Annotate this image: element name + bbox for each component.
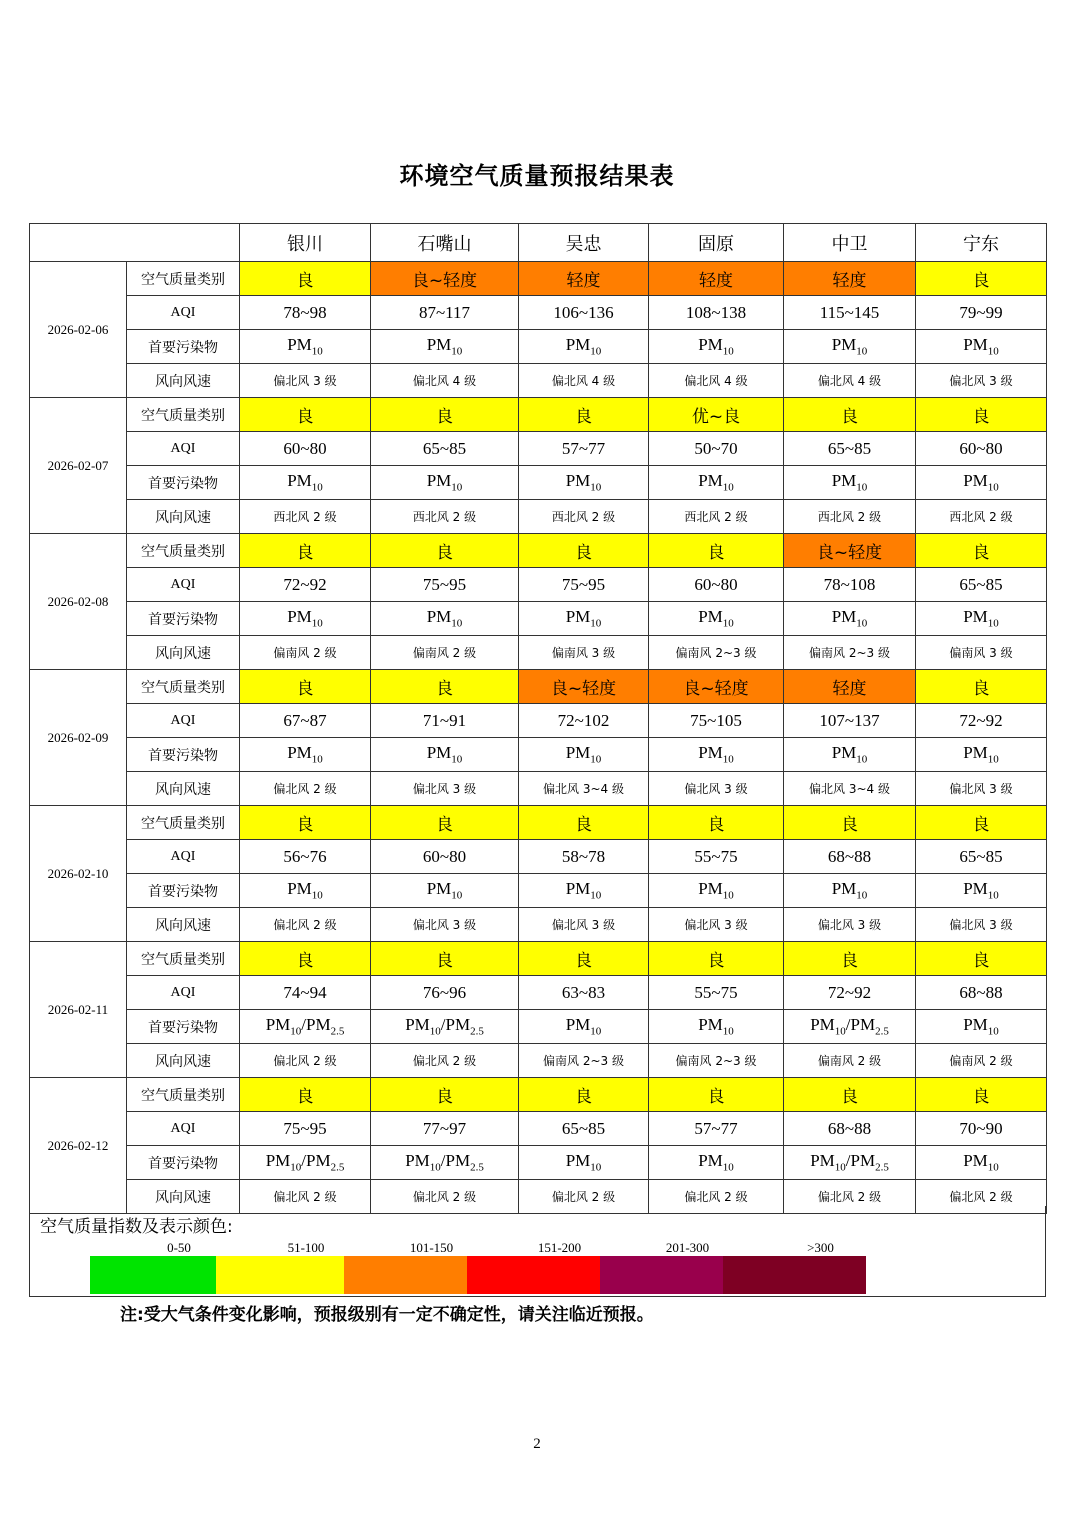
forecast-row-pollutant [30,1010,1047,1044]
row-label-aqi: AQI [127,296,240,330]
pollutant-cell: $PM_{10}$ [649,1010,784,1044]
forecast-row-wind [30,1044,1047,1078]
forecast-row-aqi [30,432,1047,466]
pollutant-cell: $PM_{10}$ [784,602,916,636]
forecast-row-aqi [30,704,1047,738]
legend-title: 空气质量指数及表示颜色: [40,1217,233,1237]
category-cell: 良 [649,942,784,976]
category-cell: 轻度 [784,262,916,296]
pollutant-cell: $PM_{10}$ [784,466,916,500]
aqi-cell: 56~76 [240,840,371,874]
row-label-aqi: AQI [127,432,240,466]
forecast-row-category [30,262,1047,296]
aqi-cell: 75~95 [240,1112,371,1146]
aqi-cell: 65~85 [916,568,1047,602]
pollutant-cell: $PM_{10}$ [519,602,649,636]
category-cell: 良 [649,534,784,568]
legend-range-label: 101-150 [409,1240,454,1255]
wind-cell: 偏北风 2 级 [240,772,371,806]
wind-cell: 偏南风 2~3 级 [649,1044,784,1078]
category-cell: 良 [240,806,371,840]
city-header: 吴忠 [519,224,649,262]
aqi-cell: 67~87 [240,704,371,738]
forecast-row-wind [30,908,1047,942]
category-cell: 轻度 [519,262,649,296]
wind-cell: 偏北风 3 级 [649,908,784,942]
aqi-cell: 71~91 [371,704,519,738]
forecast-row-pollutant [30,330,1047,364]
aqi-cell: 75~95 [371,568,519,602]
aqi-cell: 87~117 [371,296,519,330]
row-label-aqi: AQI [127,568,240,602]
category-cell: 良 [916,398,1047,432]
wind-cell: 偏北风 4 级 [784,364,916,398]
wind-cell: 偏北风 3 级 [916,772,1047,806]
row-label-wind: 风向风速 [127,908,240,942]
legend-range-label: 51-100 [287,1240,325,1255]
row-label-category: 空气质量类别 [127,670,240,704]
pollutant-cell: $PM_{10}$ [649,330,784,364]
city-header: 宁东 [916,224,1047,262]
aqi-cell: 108~138 [649,296,784,330]
aqi-cell: 60~80 [916,432,1047,466]
date-cell: 2026-02-06 [30,262,127,398]
wind-cell: 偏北风 3 级 [240,364,371,398]
aqi-cell: 107~137 [784,704,916,738]
forecast-note: 注:受大气条件变化影响，预报级别有一定不确定性，请关注临近预报。 [120,1305,654,1325]
aqi-cell: 78~98 [240,296,371,330]
aqi-cell: 65~85 [371,432,519,466]
aqi-cell: 55~75 [649,976,784,1010]
wind-cell: 偏北风 3 级 [519,908,649,942]
wind-cell: 偏北风 3 级 [371,772,519,806]
pollutant-cell: $PM_{10}/PM_{2.5}$ [240,1010,371,1044]
legend-color-swatch [344,1256,467,1294]
pollutant-cell: $PM_{10}/PM_{2.5}$ [784,1146,916,1180]
wind-cell: 偏南风 2 级 [371,636,519,670]
pollutant-cell: $PM_{10}/PM_{2.5}$ [784,1010,916,1044]
date-cell: 2026-02-10 [30,806,127,942]
aqi-cell: 79~99 [916,296,1047,330]
category-cell: 良 [519,534,649,568]
aqi-cell: 78~108 [784,568,916,602]
forecast-row-wind [30,364,1047,398]
row-label-wind: 风向风速 [127,636,240,670]
wind-cell: 西北风 2 级 [649,500,784,534]
category-cell: 良 [240,942,371,976]
category-cell: 良 [240,398,371,432]
wind-cell: 偏南风 2 级 [784,1044,916,1078]
aqi-cell: 72~92 [916,704,1047,738]
category-cell: 良 [371,534,519,568]
category-cell: 良 [519,942,649,976]
date-cell: 2026-02-12 [30,1078,127,1214]
category-cell: 良 [916,1078,1047,1112]
pollutant-cell: $PM_{10}$ [240,466,371,500]
row-label-pollutant: 首要污染物 [127,874,240,908]
pollutant-cell: $PM_{10}$ [519,466,649,500]
row-label-category: 空气质量类别 [127,398,240,432]
row-label-pollutant: 首要污染物 [127,1010,240,1044]
legend-range-label: 0-50 [167,1240,191,1255]
forecast-row-aqi [30,840,1047,874]
pollutant-cell: $PM_{10}$ [916,602,1047,636]
forecast-row-category [30,806,1047,840]
category-cell: 良 [649,806,784,840]
pollutant-cell: $PM_{10}$ [649,466,784,500]
aqi-cell: 65~85 [519,1112,649,1146]
aqi-cell: 60~80 [649,568,784,602]
pollutant-cell: $PM_{10}$ [519,1010,649,1044]
pollutant-cell: $PM_{10}$ [649,874,784,908]
city-header: 固原 [649,224,784,262]
wind-cell: 偏北风 2 级 [784,1180,916,1214]
wind-cell: 偏北风 3 级 [649,772,784,806]
wind-cell: 偏北风 2 级 [371,1044,519,1078]
row-label-category: 空气质量类别 [127,262,240,296]
wind-cell: 西北风 2 级 [371,500,519,534]
wind-cell: 偏北风 3~4 级 [784,772,916,806]
wind-cell: 偏南风 3 级 [519,636,649,670]
row-label-wind: 风向风速 [127,1180,240,1214]
pollutant-cell: $PM_{10}$ [519,330,649,364]
category-cell: 良 [371,1078,519,1112]
row-label-category: 空气质量类别 [127,806,240,840]
legend-color-swatch [467,1256,600,1294]
header-row [30,224,1047,262]
wind-cell: 偏南风 3 级 [916,636,1047,670]
row-label-pollutant: 首要污染物 [127,738,240,772]
category-cell: 轻度 [649,262,784,296]
row-label-aqi: AQI [127,976,240,1010]
wind-cell: 偏南风 2 级 [916,1044,1047,1078]
pollutant-cell: $PM_{10}/PM_{2.5}$ [371,1010,519,1044]
wind-cell: 偏北风 3 级 [916,908,1047,942]
category-cell: 轻度 [784,670,916,704]
category-cell: 良 [519,398,649,432]
wind-cell: 西北风 2 级 [784,500,916,534]
aqi-cell: 75~105 [649,704,784,738]
aqi-cell: 58~78 [519,840,649,874]
aqi-cell: 77~97 [371,1112,519,1146]
pollutant-cell: $PM_{10}$ [916,874,1047,908]
aqi-cell: 76~96 [371,976,519,1010]
forecast-row-wind [30,500,1047,534]
row-label-pollutant: 首要污染物 [127,330,240,364]
forecast-row-pollutant [30,466,1047,500]
pollutant-cell: $PM_{10}$ [240,738,371,772]
wind-cell: 西北风 2 级 [519,500,649,534]
row-label-category: 空气质量类别 [127,534,240,568]
pollutant-cell: $PM_{10}$ [240,330,371,364]
category-cell: 良~轻度 [784,534,916,568]
wind-cell: 偏南风 2~3 级 [649,636,784,670]
category-cell: 良 [784,942,916,976]
wind-cell: 西北风 2 级 [916,500,1047,534]
aqi-cell: 68~88 [784,1112,916,1146]
category-cell: 良 [240,670,371,704]
aqi-legend [29,1206,1046,1297]
category-cell: 良 [916,942,1047,976]
pollutant-cell: $PM_{10}$ [519,1146,649,1180]
row-label-wind: 风向风速 [127,772,240,806]
aqi-cell: 72~92 [784,976,916,1010]
aqi-cell: 65~85 [916,840,1047,874]
aqi-cell: 68~88 [784,840,916,874]
aqi-cell: 106~136 [519,296,649,330]
aqi-cell: 55~75 [649,840,784,874]
forecast-row-wind [30,772,1047,806]
forecast-row-wind [30,636,1047,670]
row-label-pollutant: 首要污染物 [127,602,240,636]
pollutant-cell: $PM_{10}$ [916,1010,1047,1044]
category-cell: 良~轻度 [519,670,649,704]
row-label-wind: 风向风速 [127,500,240,534]
wind-cell: 偏北风 2 级 [371,1180,519,1214]
category-cell: 良 [916,262,1047,296]
aqi-cell: 115~145 [784,296,916,330]
pollutant-cell: $PM_{10}$ [371,330,519,364]
aqi-cell: 57~77 [649,1112,784,1146]
wind-cell: 偏北风 4 级 [519,364,649,398]
aqi-cell: 63~83 [519,976,649,1010]
page-title: 环境空气质量预报结果表 [399,162,675,190]
pollutant-cell: $PM_{10}$ [784,330,916,364]
aqi-cell: 50~70 [649,432,784,466]
category-cell: 良 [371,806,519,840]
legend-range-label: 201-300 [665,1240,710,1255]
pollutant-cell: $PM_{10}$ [649,602,784,636]
wind-cell: 偏北风 3 级 [371,908,519,942]
row-label-aqi: AQI [127,840,240,874]
pollutant-cell: $PM_{10}$ [371,874,519,908]
forecast-row-category [30,670,1047,704]
pollutant-cell: $PM_{10}/PM_{2.5}$ [371,1146,519,1180]
row-label-aqi: AQI [127,704,240,738]
date-cell: 2026-02-11 [30,942,127,1078]
category-cell: 良 [916,670,1047,704]
wind-cell: 偏北风 3 级 [916,364,1047,398]
category-cell: 良 [240,262,371,296]
legend-range-label: >300 [807,1240,834,1255]
legend-range-label: 151-200 [537,1240,582,1255]
pollutant-cell: $PM_{10}$ [371,602,519,636]
wind-cell: 偏北风 2 级 [240,908,371,942]
row-label-pollutant: 首要污染物 [127,1146,240,1180]
wind-cell: 偏北风 2 级 [649,1180,784,1214]
pollutant-cell: $PM_{10}$ [916,330,1047,364]
wind-cell: 偏北风 2 级 [240,1044,371,1078]
row-label-aqi: AQI [127,1112,240,1146]
aqi-cell: 72~102 [519,704,649,738]
city-header: 石嘴山 [371,224,519,262]
pollutant-cell: $PM_{10}$ [916,1146,1047,1180]
pollutant-cell: $PM_{10}$ [240,602,371,636]
city-header: 银川 [240,224,371,262]
category-cell: 良 [240,534,371,568]
pollutant-cell: $PM_{10}$ [649,738,784,772]
forecast-row-pollutant [30,738,1047,772]
aqi-cell: 65~85 [784,432,916,466]
forecast-row-category [30,398,1047,432]
category-cell: 良~轻度 [649,670,784,704]
category-cell: 良 [784,806,916,840]
city-header: 中卫 [784,224,916,262]
forecast-row-category [30,942,1047,976]
aqi-cell: 74~94 [240,976,371,1010]
forecast-row-aqi [30,296,1047,330]
category-cell: 良 [519,1078,649,1112]
category-cell: 良 [371,398,519,432]
pollutant-cell: $PM_{10}$ [784,738,916,772]
forecast-row-aqi [30,976,1047,1010]
pollutant-cell: $PM_{10}$ [519,738,649,772]
category-cell: 良 [784,1078,916,1112]
row-label-pollutant: 首要污染物 [127,466,240,500]
category-cell: 良 [519,806,649,840]
category-cell: 良 [371,670,519,704]
date-cell: 2026-02-07 [30,398,127,534]
forecast-table [29,223,1047,1214]
wind-cell: 偏北风 2 级 [519,1180,649,1214]
wind-cell: 偏南风 2 级 [240,636,371,670]
pollutant-cell: $PM_{10}$ [649,1146,784,1180]
legend-color-swatch [90,1256,216,1294]
forecast-row-pollutant [30,874,1047,908]
category-cell: 良 [916,806,1047,840]
aqi-cell: 68~88 [916,976,1047,1010]
row-label-wind: 风向风速 [127,364,240,398]
pollutant-cell: $PM_{10}$ [784,874,916,908]
category-cell: 优~良 [649,398,784,432]
date-cell: 2026-02-08 [30,534,127,670]
category-cell: 良 [649,1078,784,1112]
wind-cell: 西北风 2 级 [240,500,371,534]
category-cell: 良 [371,942,519,976]
legend-color-swatch [216,1256,344,1294]
wind-cell: 偏北风 3~4 级 [519,772,649,806]
pollutant-cell: $PM_{10}$ [519,874,649,908]
category-cell: 良~轻度 [371,262,519,296]
pollutant-cell: $PM_{10}$ [916,738,1047,772]
forecast-row-category [30,1078,1047,1112]
aqi-cell: 60~80 [371,840,519,874]
page-number: 2 [533,1436,541,1452]
pollutant-cell: $PM_{10}$ [240,874,371,908]
row-label-category: 空气质量类别 [127,942,240,976]
aqi-cell: 72~92 [240,568,371,602]
category-cell: 良 [916,534,1047,568]
wind-cell: 偏北风 2 级 [916,1180,1047,1214]
forecast-row-pollutant [30,1146,1047,1180]
wind-cell: 偏北风 4 级 [371,364,519,398]
pollutant-cell: $PM_{10}/PM_{2.5}$ [240,1146,371,1180]
wind-cell: 偏北风 2 级 [240,1180,371,1214]
aqi-cell: 70~90 [916,1112,1047,1146]
aqi-cell: 75~95 [519,568,649,602]
pollutant-cell: $PM_{10}$ [916,466,1047,500]
category-cell: 良 [240,1078,371,1112]
aqi-cell: 60~80 [240,432,371,466]
wind-cell: 偏北风 3 级 [784,908,916,942]
category-cell: 良 [784,398,916,432]
legend-color-swatch [723,1256,866,1294]
aqi-cell: 57~77 [519,432,649,466]
header-corner-cell [30,224,240,262]
wind-cell: 偏北风 4 级 [649,364,784,398]
wind-cell: 偏南风 2~3 级 [519,1044,649,1078]
forecast-row-category [30,534,1047,568]
legend-color-swatch [600,1256,723,1294]
forecast-row-pollutant [30,602,1047,636]
pollutant-cell: $PM_{10}$ [371,738,519,772]
date-cell: 2026-02-09 [30,670,127,806]
wind-cell: 偏南风 2~3 级 [784,636,916,670]
pollutant-cell: $PM_{10}$ [371,466,519,500]
forecast-row-aqi [30,568,1047,602]
row-label-category: 空气质量类别 [127,1078,240,1112]
row-label-wind: 风向风速 [127,1044,240,1078]
forecast-row-aqi [30,1112,1047,1146]
